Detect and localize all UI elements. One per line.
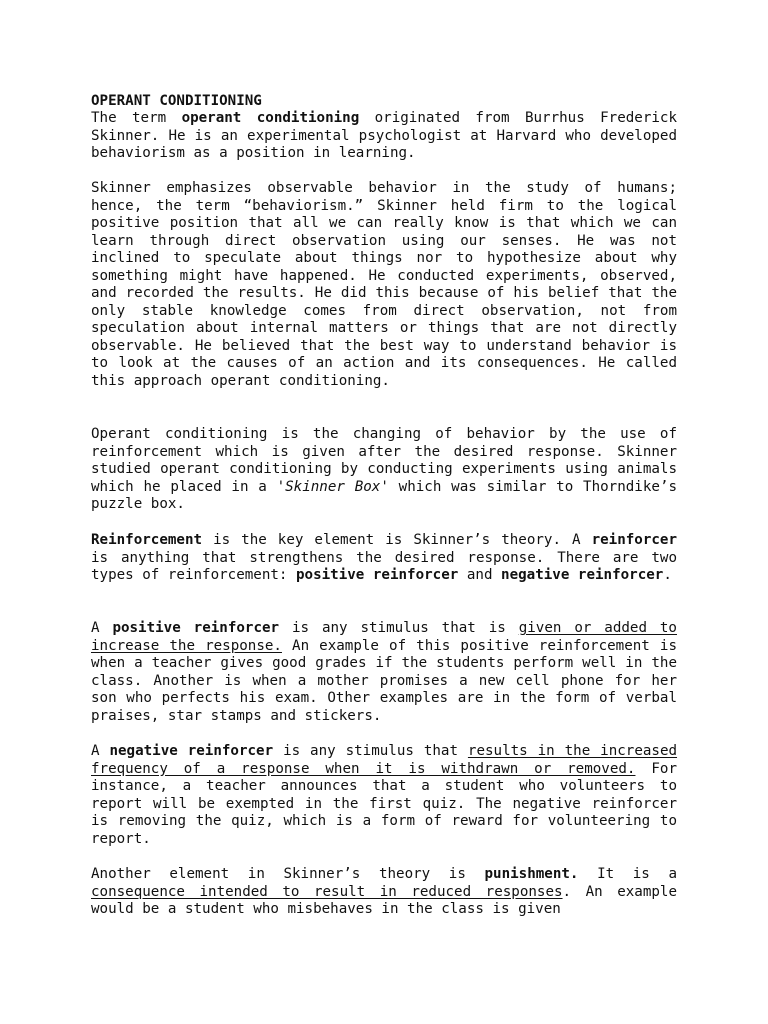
paragraph-reinforcement-text-2: is anything that strengthens the desired response. There are two types of reinforcement: [91,549,677,583]
paragraph-origin-end: originated from Burrhus Frederick Skinner. He is an experimental psychologist at Harvard who developed behaviorism as a position in learning. [91,110,678,161]
paragraph-reinforcement-period: . [663,567,672,583]
term-reinforcer: reinforcer [591,532,677,548]
paragraph-punishment-end: . An example would be a student who misbehaves in the class is given [91,883,677,917]
term-operant-conditioning: operant conditioning [181,110,360,126]
heading-operant-conditioning: OPERANT CONDITIONING [91,93,262,109]
paragraph-negative-middle: is any stimulus that [283,743,458,759]
paragraph-reinforcement-text-3: and [466,567,493,583]
paragraph-punishment-start: Another element in Skinner’s theory is [91,866,466,882]
term-skinner-box: Skinner Box [285,478,381,495]
paragraph-definition-start: Operant conditioning is the changing of behavior by the use of reinforcement which is given after the desired response. Skinner studied operant conditioning by conducting experiments using animals which he placed in a ' [91,426,677,495]
paragraph-positive-middle: is any stimulus that is [291,620,506,636]
paragraph-reinforcement [91,532,677,585]
paragraph-definition [91,426,677,514]
paragraph-positive-end: An example of this positive reinforcement is when a teacher gives good grades if the students perform well in the class. Another is when a mother promises a new cell phone for her son who perfects his exam. Other examples are in the form of verbal praises, star stamps and stickers. [91,637,677,724]
paragraph-negative-reinforcer [91,743,677,848]
positive-reinforcer-underlined-definition: given or added to increase the response. [91,620,677,654]
term-positive-reinforcer: positive reinforcer [296,567,459,583]
paragraph-definition-end: ' which was similar to Thorndike’s puzzle box. [91,478,677,512]
term-reinforcement: Reinforcement [91,532,203,548]
paragraph-reinforcement-text-1: is the key element is Skinner’s theory. A [213,532,581,548]
term-negative-reinforcer: negative reinforcer [501,567,664,583]
paragraph-punishment-middle: It is a [597,866,677,882]
paragraph-positive-reinforcer [91,620,677,725]
paragraph-negative-end: For instance, a teacher announces that a student who volunteers to report will be exempted in the first quiz. The negative reinforcer is removing the quiz, which is a form of reward for volunteering to report. [91,760,677,847]
paragraph-origin [91,110,677,163]
negative-reinforcer-underlined-definition: results in the increased frequency of a response when it is withdrawn or removed. [91,743,678,777]
term-positive-reinforcer-definition: positive reinforcer [112,620,280,636]
paragraph-origin-start: The term [91,110,167,126]
paragraph-punishment [91,866,677,919]
paragraph-positive-start: A [91,620,100,636]
punishment-underlined-definition: consequence intended to result in reduced responses [91,883,563,900]
paragraph-observable-behavior: Skinner emphasizes observable behavior in the study of humans; hence, the term “behaviorism.” Skinner held firm to the logical positive position that all we can really know is that which we can learn through direct observation using our senses. He was not inclined to speculate about things nor to hypothesize about why something might have happened. He conducted experiments, observed, and recorded the results. He did this because of his belief that the only stable knowledge comes from direct observation, not from speculation about internal matters or things that are not directly observable. He believed that the best way to understand behavior is to look at the causes of an action and its consequences. He called this approach operant conditioning. [91,180,677,389]
paragraph-negative-start: A [91,743,100,759]
term-punishment: punishment. [484,866,579,882]
term-negative-reinforcer-definition: negative reinforcer [109,743,274,759]
